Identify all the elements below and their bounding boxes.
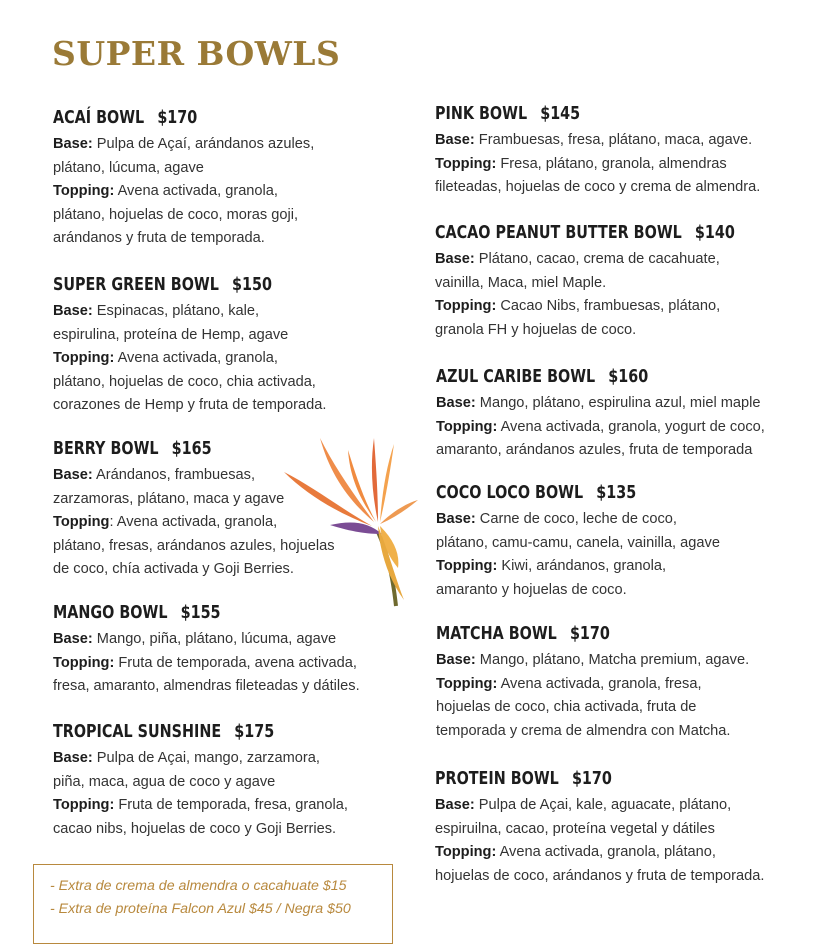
- menu-item-tropical-sunshine: [53, 720, 413, 841]
- item-name: ACAÍ BOWL: [53, 108, 145, 128]
- item-line: arándanos y fruta de temporada.: [53, 230, 265, 247]
- item-line: fileteadas, hojuelas de coco y crema de almendra.: [435, 179, 761, 196]
- item-line: Topping: Avena activada, granola,: [53, 350, 278, 367]
- item-line: Base: Plátano, cacao, crema de cacahuate,: [435, 251, 720, 267]
- item-line: amaranto y hojuelas de coco.: [436, 581, 627, 598]
- item-price: $140: [694, 223, 735, 243]
- item-price: $170: [571, 769, 612, 789]
- menu-item-super-green-bowl: [53, 273, 413, 418]
- item-line: Base: Pulpa de Açai, kale, aguacate, plátano,: [435, 797, 732, 813]
- menu-item-pink-bowl: [435, 102, 795, 200]
- item-line: plátano, hojuelas de coco, moras goji,: [53, 206, 299, 223]
- menu-item-acai-bowl: [53, 106, 413, 251]
- item-line: Base: Pulpa de Açai, mango, zarzamora,: [53, 750, 320, 766]
- item-line: hojuelas de coco, arándanos y fruta de temporada.: [435, 867, 765, 884]
- item-line: Topping: Fruta de temporada, avena activada,: [53, 654, 357, 671]
- item-line: Base: Arándanos, frambuesas,: [53, 467, 255, 483]
- item-line: Base: Mango, plátano, Matcha premium, agave.: [436, 652, 750, 668]
- item-line: fresa, amaranto, almendras fileteadas y dátiles.: [53, 678, 360, 695]
- item-price: $170: [157, 108, 198, 128]
- item-line: hojuelas de coco, chia activada, fruta de: [436, 699, 697, 716]
- item-line: plátano, camu-camu, canela, vainilla, agave: [436, 534, 720, 551]
- item-price: $165: [171, 439, 212, 459]
- item-line: plátano, fresas, arándanos azules, hojuelas: [53, 537, 335, 554]
- menu-item-azul-caribe-bowl: [436, 365, 796, 463]
- item-name: TROPICAL SUNSHINE: [53, 722, 222, 742]
- item-line: plátano, hojuelas de coco, chia activada,: [53, 373, 316, 390]
- item-line: Base: Mango, plátano, espirulina azul, miel maple: [436, 395, 761, 411]
- item-line: Topping: Avena activada, granola, plátano,: [435, 844, 716, 861]
- menu-item-protein-bowl: [435, 767, 795, 888]
- item-name: PROTEIN BOWL: [435, 769, 559, 789]
- item-name: COCO LOCO BOWL: [436, 483, 584, 503]
- item-name: MATCHA BOWL: [436, 624, 557, 644]
- item-line: Base: Mango, piña, plátano, lúcuma, agave: [53, 631, 337, 647]
- menu-item-matcha-bowl: [436, 622, 796, 743]
- item-line: Base: Carne de coco, leche de coco,: [436, 511, 677, 527]
- item-line: Base: Frambuesas, fresa, plátano, maca, agave.: [435, 132, 753, 148]
- extras-box: [33, 864, 393, 944]
- item-line: Topping: Avena activada, granola,: [53, 183, 278, 200]
- menu-item-mango-bowl: [53, 601, 413, 699]
- item-line: Topping: Cacao Nibs, frambuesas, plátano,: [435, 298, 721, 315]
- item-name: MANGO BOWL: [53, 603, 168, 623]
- item-line: espirulina, proteína de Hemp, agave: [53, 326, 289, 343]
- item-price: $135: [596, 483, 637, 503]
- extras-line: - Extra de crema de almendra o cacahuate $15: [50, 878, 347, 894]
- item-name: PINK BOWL: [435, 104, 528, 124]
- item-line: Base: Pulpa de Açaí, arándanos azules,: [53, 136, 315, 152]
- item-line: Topping: Fresa, plátano, granola, almendras: [435, 155, 727, 172]
- item-line: Topping: Avena activada, granola, fresa,: [436, 675, 702, 692]
- item-line: de coco, chía activada y Goji Berries.: [53, 561, 294, 578]
- item-price: $150: [232, 275, 272, 295]
- item-line: piña, maca, agua de coco y agave: [53, 773, 276, 790]
- item-line: vainilla, Maca, miel Maple.: [435, 274, 607, 291]
- item-name: CACAO PEANUT BUTTER BOWL: [435, 223, 682, 243]
- bird-of-paradise-flower-icon: [282, 430, 432, 610]
- item-line: Topping: Avena activada, granola, yogurt de coco,: [436, 418, 765, 435]
- item-price: $155: [180, 603, 221, 623]
- item-line: Base: Espinacas, plátano, kale,: [53, 303, 260, 319]
- item-price: $175: [234, 722, 275, 742]
- menu-item-cacao-peanut-butter-bowl: [435, 221, 795, 342]
- item-name: BERRY BOWL: [53, 439, 159, 459]
- item-line: temporada y crema de almendra con Matcha.: [436, 722, 731, 739]
- item-line: Topping: Fruta de temporada, fresa, granola,: [53, 797, 348, 814]
- item-name: AZUL CARIBE BOWL: [436, 367, 596, 387]
- item-line: espiruilna, cacao, proteína vegetal y dátiles: [435, 820, 715, 837]
- item-line: cacao nibs, hojuelas de coco y Goji Berries.: [53, 820, 337, 837]
- item-price: $170: [569, 624, 610, 644]
- item-line: corazones de Hemp y fruta de temporada.: [53, 397, 327, 414]
- item-line: Topping: Kiwi, arándanos, granola,: [436, 558, 667, 575]
- menu-item-coco-loco-bowl: [436, 481, 796, 602]
- menu-title: SUPER BOWLS: [52, 34, 341, 73]
- item-price: $145: [540, 104, 581, 124]
- item-line: plátano, lúcuma, agave: [53, 159, 204, 176]
- item-line: zarzamoras, plátano, maca y agave: [53, 490, 285, 507]
- extras-line: - Extra de proteína Falcon Azul $45 / Negra $50: [50, 901, 351, 917]
- item-name: SUPER GREEN BOWL: [53, 275, 219, 295]
- item-line: granola FH y hojuelas de coco.: [435, 321, 637, 338]
- item-price: $160: [608, 367, 649, 387]
- item-line: Topping: Avena activada, granola,: [53, 514, 278, 531]
- item-line: amaranto, arándanos azules, fruta de temporada: [436, 442, 753, 459]
